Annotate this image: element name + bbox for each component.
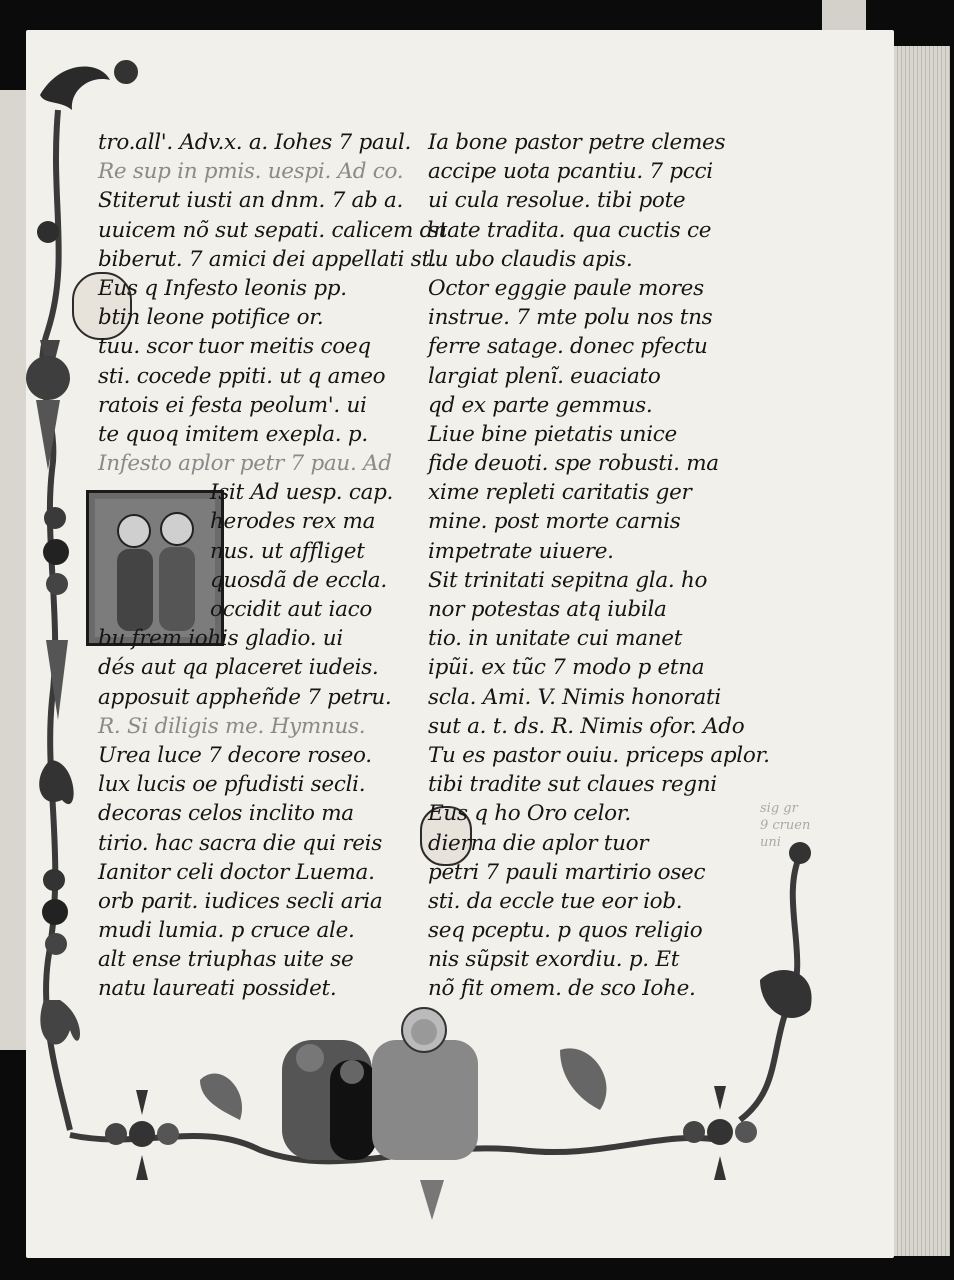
text-line: lux lucis oe pfudisti secli. [98, 772, 366, 798]
text-line: Tu es pastor ouiu. priceps aplor. [428, 742, 770, 768]
text-line: decoras celos inclito ma [98, 801, 354, 827]
show-through-text [760, 800, 810, 851]
text-line: state tradita. qua cuctis ce [428, 217, 712, 243]
text-line: tuu. scor tuor meitis coeq [98, 334, 371, 360]
text-line: sti. da eccle tue eor iob. [428, 888, 683, 914]
text-line: Eus q Infesto leonis pp. [98, 275, 347, 301]
text-line: petri 7 pauli martirio osec [428, 859, 706, 885]
text-line: largiat plenĩ. euaciato [428, 363, 661, 389]
text-line: biberut. 7 amici dei appellati st. [98, 246, 437, 272]
text-line: btin leone potifice or. [98, 305, 324, 331]
text-line: uuicem nõ sut sepati. calicem dn [98, 217, 447, 243]
text-line: R. Si diligis me. Hymnus. [98, 713, 366, 739]
text-line: xime repleti caritatis ger [428, 480, 692, 506]
text-line: Liue bine pietatis unice [428, 421, 677, 447]
text-line: nor potestas atq iubila [428, 597, 667, 622]
text-line: ferre satage. donec pfectu [428, 334, 708, 360]
text-line: bu frem iohis gladio. ui [98, 626, 343, 652]
text-line: te quoq imitem exepla. p. [98, 421, 368, 447]
right-text-column [428, 128, 768, 1004]
text-line: apposuit appheñde 7 petru. [98, 684, 392, 710]
text-line: dierna die aplor tuor [428, 830, 649, 856]
text-line: Re sup in pmis. uespi. Ad co. [98, 159, 404, 185]
text-line: fide deuoti. spe robusti. ma [428, 451, 719, 477]
text-line: Octor egggie paule mores [428, 275, 704, 301]
text-line: tro.all'. Adv.x. a. Iohes 7 paul. [98, 130, 412, 155]
text-line: mudi lumia. p cruce ale. [98, 918, 355, 944]
text-line: sti. cocede ppiti. ut q ameo [98, 363, 386, 389]
text-line: Infesto aplor petr 7 pau. Ad [98, 451, 392, 477]
text-line: ratois ei festa peolum'. ui [98, 392, 367, 418]
text-line: accipe uota pcantiu. 7 pcci [428, 159, 713, 185]
text-line: Ia bone pastor petre clemes [428, 130, 726, 155]
text-line: instrue. 7 mte polu nos tns [428, 305, 713, 331]
text-line: ui cula resolue. tibi pote [428, 188, 686, 214]
text-line: Urea luce 7 decore roseo. [98, 742, 372, 768]
text-line: tibi tradite sut claues regni [428, 772, 717, 798]
text-line: occidit aut iaco [210, 597, 373, 622]
text-line: natu laureati possidet. [98, 976, 337, 1002]
text-line: qd ex parte gemmus. [428, 392, 653, 418]
left-text-column [98, 128, 447, 1004]
text-line: nõ fit omem. de sco Iohe. [428, 976, 696, 1002]
text-line: Eus q ho Oro celor. [428, 801, 631, 827]
text-line: alt ense triuphas uite se [98, 947, 354, 973]
text-line: tirio. hac sacra die qui reis [98, 830, 382, 856]
text-line: mine. post morte carnis [428, 509, 681, 535]
text-line: sut a. t. ds. R. Nimis ofor. Ado [428, 713, 745, 739]
text-line: Isit Ad uesp. cap. [210, 480, 394, 506]
text-line: quosdã de eccla. [210, 567, 387, 593]
show-through-line: sig gr [760, 801, 798, 816]
text-line: Sit trinitati sepitna gla. ho [428, 567, 708, 593]
text-line: tio. in unitate cui manet [428, 626, 683, 652]
text-line: herodes rex ma [210, 509, 376, 535]
text-line: seq pceptu. p quos religio [428, 918, 703, 944]
show-through-line: uni [760, 835, 781, 850]
text-line: orb parit. iudices secli aria [98, 888, 383, 914]
text-line: lu ubo claudis apis. [428, 246, 633, 272]
text-line: Stiterut iusti an dnm. 7 ab a. [98, 188, 404, 214]
text-line: nus. ut affliget [210, 538, 365, 564]
text-line: nis sũpsit exordiu. p. Et [428, 947, 680, 973]
show-through-line: 9 cruen [760, 818, 811, 833]
text-line: ipũi. ex tũc 7 modo p etna [428, 655, 705, 681]
text-line: scla. Ami. V. Nimis honorati [428, 684, 721, 710]
text-line: Ianitor celi doctor Luema. [98, 859, 375, 885]
text-line: impetrate uiuere. [428, 538, 614, 564]
text-line: dés aut qa placeret iudeis. [98, 655, 379, 681]
